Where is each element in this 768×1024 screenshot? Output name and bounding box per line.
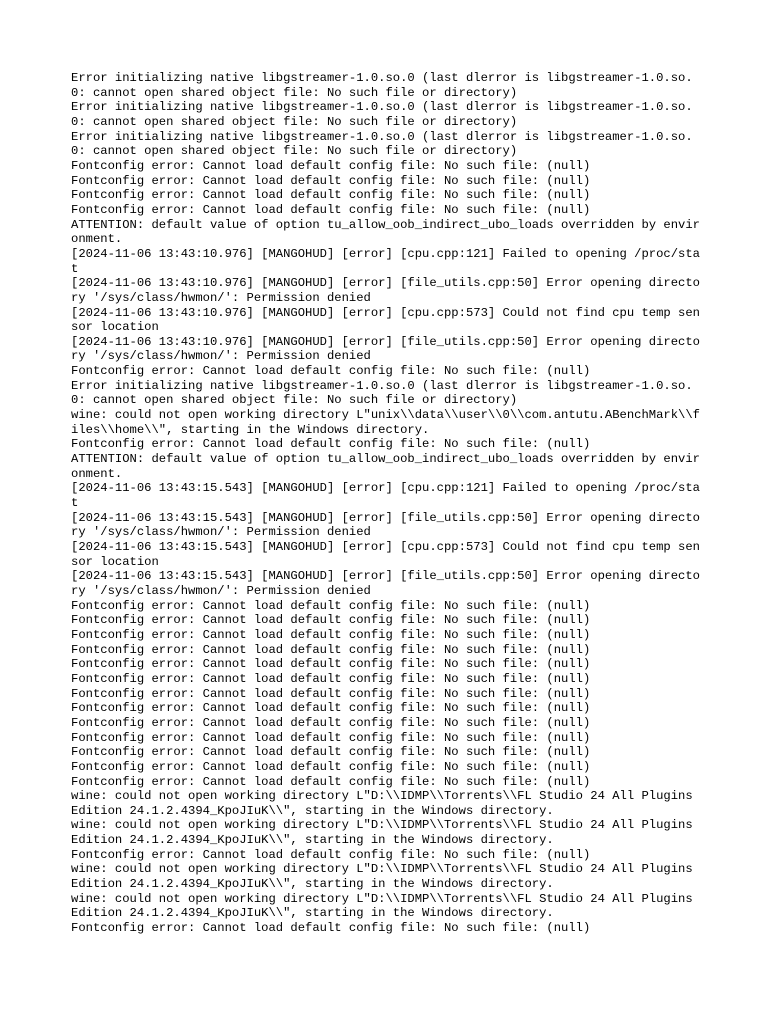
log-line: Error initializing native libgstreamer-1.0.so.0 (last dlerror is libgstreamer-1.0.so.0: cannot open shared object file: No such file or directory): [71, 129, 693, 159]
log-line: Fontconfig error: Cannot load default config file: No such file: (null): [71, 598, 591, 613]
log-line: Fontconfig error: Cannot load default config file: No such file: (null): [71, 715, 591, 730]
log-line: [2024-11-06 13:43:10.976] [MANGOHUD] [error] [file_utils.cpp:50] Error opening directory '/sys/class/hwmon/': Permission denied: [71, 334, 700, 364]
log-line: [2024-11-06 13:43:15.543] [MANGOHUD] [error] [file_utils.cpp:50] Error opening directory '/sys/class/hwmon/': Permission denied: [71, 569, 700, 598]
log-line: wine: could not open working directory L"D:\\IDMP\\Torrents\\FL Studio 24 All Plugins Edition 24.1.2.4394_KpoJIuK\\", starting in the Windows directory.: [71, 862, 700, 892]
log-output: [71, 71, 701, 936]
log-line: Fontconfig error: Cannot load default config file: No such file: (null): [71, 642, 591, 657]
log-line: Fontconfig error: Cannot load default config file: No such file: (null): [71, 759, 591, 774]
log-line: Fontconfig error: Cannot load default config file: No such file: (null): [71, 158, 591, 173]
log-line: Error initializing native libgstreamer-1.0.so.0 (last dlerror is libgstreamer-1.0.so.0: cannot open shared object file: No such file or directory): [71, 100, 693, 129]
log-line: [2024-11-06 13:43:10.976] [MANGOHUD] [error] [file_utils.cpp:50] Error opening directory '/sys/class/hwmon/': Permission denied: [71, 276, 700, 305]
log-line: Fontconfig error: Cannot load default config file: No such file: (null): [71, 173, 591, 188]
log-line: Fontconfig error: Cannot load default config file: No such file: (null): [71, 701, 591, 716]
log-line: wine: could not open working directory L"unix\\data\\user\\0\\com.antutu.ABenchMark\\files\\home\\", starting in the Windows directory.: [71, 408, 700, 437]
log-line: Error initializing native libgstreamer-1.0.so.0 (last dlerror is libgstreamer-1.0.so.0: cannot open shared object file: No such file or directory): [71, 71, 693, 100]
log-line: [2024-11-06 13:43:15.543] [MANGOHUD] [error] [cpu.cpp:121] Failed to opening /proc/stat: [71, 481, 700, 511]
log-line: Fontconfig error: Cannot load default config file: No such file: (null): [71, 202, 591, 217]
log-line: Fontconfig error: Cannot load default config file: No such file: (null): [71, 745, 591, 760]
log-line: Fontconfig error: Cannot load default config file: No such file: (null): [71, 921, 591, 936]
log-line: Fontconfig error: Cannot load default config file: No such file: (null): [71, 437, 591, 452]
log-line: wine: could not open working directory L"D:\\IDMP\\Torrents\\FL Studio 24 All Plugins Edition 24.1.2.4394_KpoJIuK\\", starting in the Windows directory.: [71, 891, 700, 921]
log-line: wine: could not open working directory L"D:\\IDMP\\Torrents\\FL Studio 24 All Plugins Edition 24.1.2.4394_KpoJIuK\\", starting in the Windows directory.: [71, 818, 700, 848]
log-line: [2024-11-06 13:43:15.543] [MANGOHUD] [error] [cpu.cpp:573] Could not find cpu temp sensor location: [71, 540, 700, 569]
document-page: [71, 71, 701, 936]
log-line: Fontconfig error: Cannot load default config file: No such file: (null): [71, 188, 591, 203]
log-line: Fontconfig error: Cannot load default config file: No such file: (null): [71, 686, 591, 701]
log-line: Fontconfig error: Cannot load default config file: No such file: (null): [71, 627, 591, 642]
log-line: Fontconfig error: Cannot load default config file: No such file: (null): [71, 774, 591, 789]
log-line: Fontconfig error: Cannot load default config file: No such file: (null): [71, 671, 591, 686]
log-line: wine: could not open working directory L"D:\\IDMP\\Torrents\\FL Studio 24 All Plugins Edition 24.1.2.4394_KpoJIuK\\", starting in the Windows directory.: [71, 789, 700, 818]
log-line: Fontconfig error: Cannot load default config file: No such file: (null): [71, 730, 591, 745]
log-line: Error initializing native libgstreamer-1.0.so.0 (last dlerror is libgstreamer-1.0.so.0: cannot open shared object file: No such file or directory): [71, 378, 693, 408]
log-line: [2024-11-06 13:43:15.543] [MANGOHUD] [error] [file_utils.cpp:50] Error opening directory '/sys/class/hwmon/': Permission denied: [71, 510, 700, 540]
log-line: ATTENTION: default value of option tu_allow_oob_indirect_ubo_loads overridden by environment.: [71, 217, 700, 247]
log-line: Fontconfig error: Cannot load default config file: No such file: (null): [71, 364, 591, 379]
log-line: ATTENTION: default value of option tu_allow_oob_indirect_ubo_loads overridden by environment.: [71, 452, 700, 481]
log-line: [2024-11-06 13:43:10.976] [MANGOHUD] [error] [cpu.cpp:573] Could not find cpu temp sensor location: [71, 305, 700, 335]
log-line: Fontconfig error: Cannot load default config file: No such file: (null): [71, 613, 591, 628]
log-line: Fontconfig error: Cannot load default config file: No such file: (null): [71, 657, 591, 672]
log-line: [2024-11-06 13:43:10.976] [MANGOHUD] [error] [cpu.cpp:121] Failed to opening /proc/stat: [71, 246, 700, 276]
log-line: Fontconfig error: Cannot load default config file: No such file: (null): [71, 847, 591, 862]
